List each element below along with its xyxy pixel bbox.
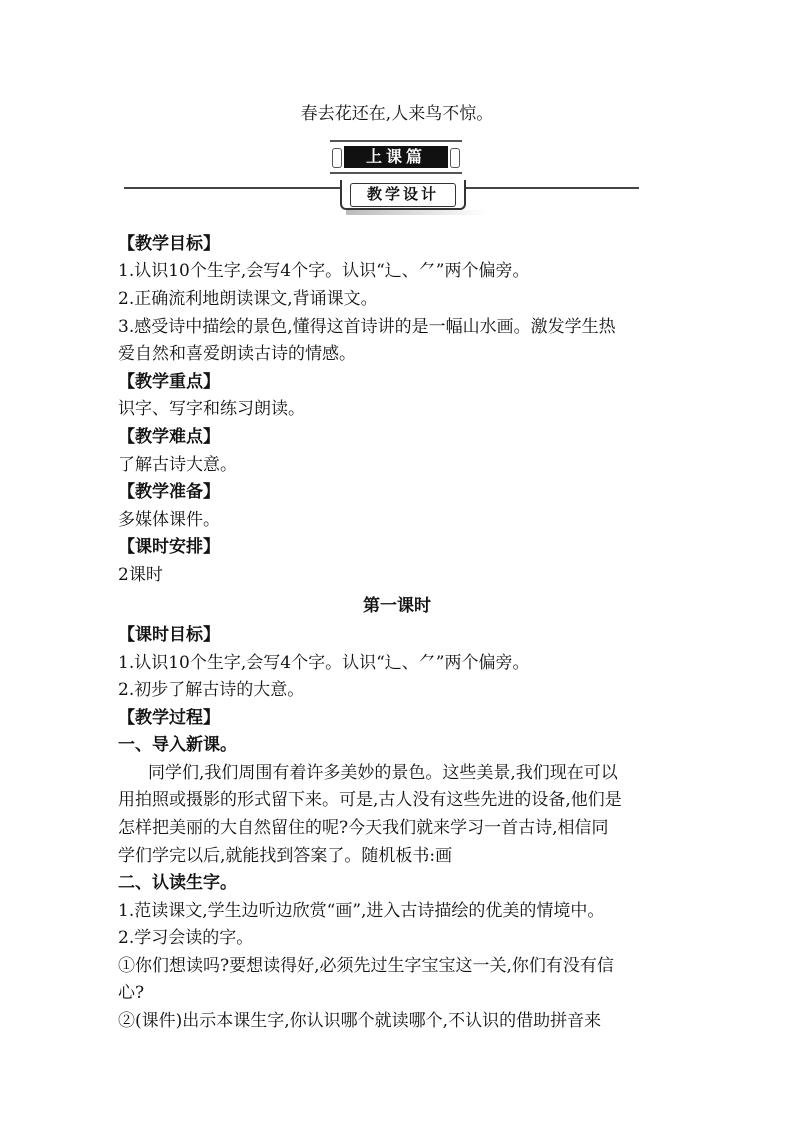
lesson-title: 第一课时 [363,596,431,616]
step1-line: 用拍照或摄影的形式留下来。可是,古人没有这些先进的设备,他们是 [118,790,622,810]
prep-text: 多媒体课件。 [118,510,220,530]
schedule-heading: 【课时安排】 [118,537,220,557]
step2-heading: 二、认读生字。 [118,873,237,893]
step1-line: 学们学完以后,就能找到答案了。随机板书:画 [118,846,453,866]
badge-ornament-left [332,148,342,168]
schedule-text: 2课时 [118,565,163,585]
step1-line: 同学们,我们周围有着许多美妙的景色。这些美景,我们现在可以 [148,763,618,783]
badge-label: 上课篇 [344,146,448,168]
badge-ornament-right [450,148,460,168]
poem-line: 春去花还在,人来鸟不惊。 [300,104,494,124]
goal-line: 3.感受诗中描绘的景色,懂得这首诗讲的是一幅山水画。激发学生热 [118,317,616,337]
goals-heading: 【教学目标】 [118,234,220,254]
difficulty-text: 了解古诗大意。 [118,455,237,475]
key-heading: 【教学重点】 [118,372,220,392]
step2-line: 2.学习会读的字。 [118,928,254,948]
step1-line: 怎样把美丽的大自然留住的呢?今天我们就来学习一首古诗,相信同 [118,818,609,838]
goal-line: 1.认识10个生字,会写4个字。认识“辶、⺈”两个偏旁。 [118,261,530,281]
step1-heading: 一、导入新课。 [118,735,237,755]
lesson-goals-heading: 【课时目标】 [118,625,220,645]
lesson-goal-line: 2.初步了解古诗的大意。 [118,680,305,700]
tab-shadow [346,210,486,215]
process-heading: 【教学过程】 [118,708,220,728]
difficulty-heading: 【教学难点】 [118,427,220,447]
section-badge [330,140,462,174]
key-text: 识字、写字和练习朗读。 [118,399,305,419]
step2-line: 1.范读课文,学生边听边欣赏“画”,进入古诗描绘的优美的情境中。 [118,901,605,921]
goal-line: 2.正确流利地朗读课文,背诵课文。 [118,289,378,309]
goal-line: 爱自然和喜爱朗读古诗的情感。 [118,344,356,364]
prep-heading: 【教学准备】 [118,482,220,502]
tab-label: 教学设计 [350,183,456,207]
lesson-goal-line: 1.认识10个生字,会写4个字。认识“辶、⺈”两个偏旁。 [118,653,530,673]
section-tab [340,180,466,210]
step2-line: ①你们想读吗?要想读得好,必须先过生字宝宝这一关,你们有没有信 [118,956,614,976]
step2-line: 心? [118,983,145,1003]
step2-line: ②(课件)出示本课生字,你认识哪个就读哪个,不认识的借助拼音来 [118,1011,602,1031]
